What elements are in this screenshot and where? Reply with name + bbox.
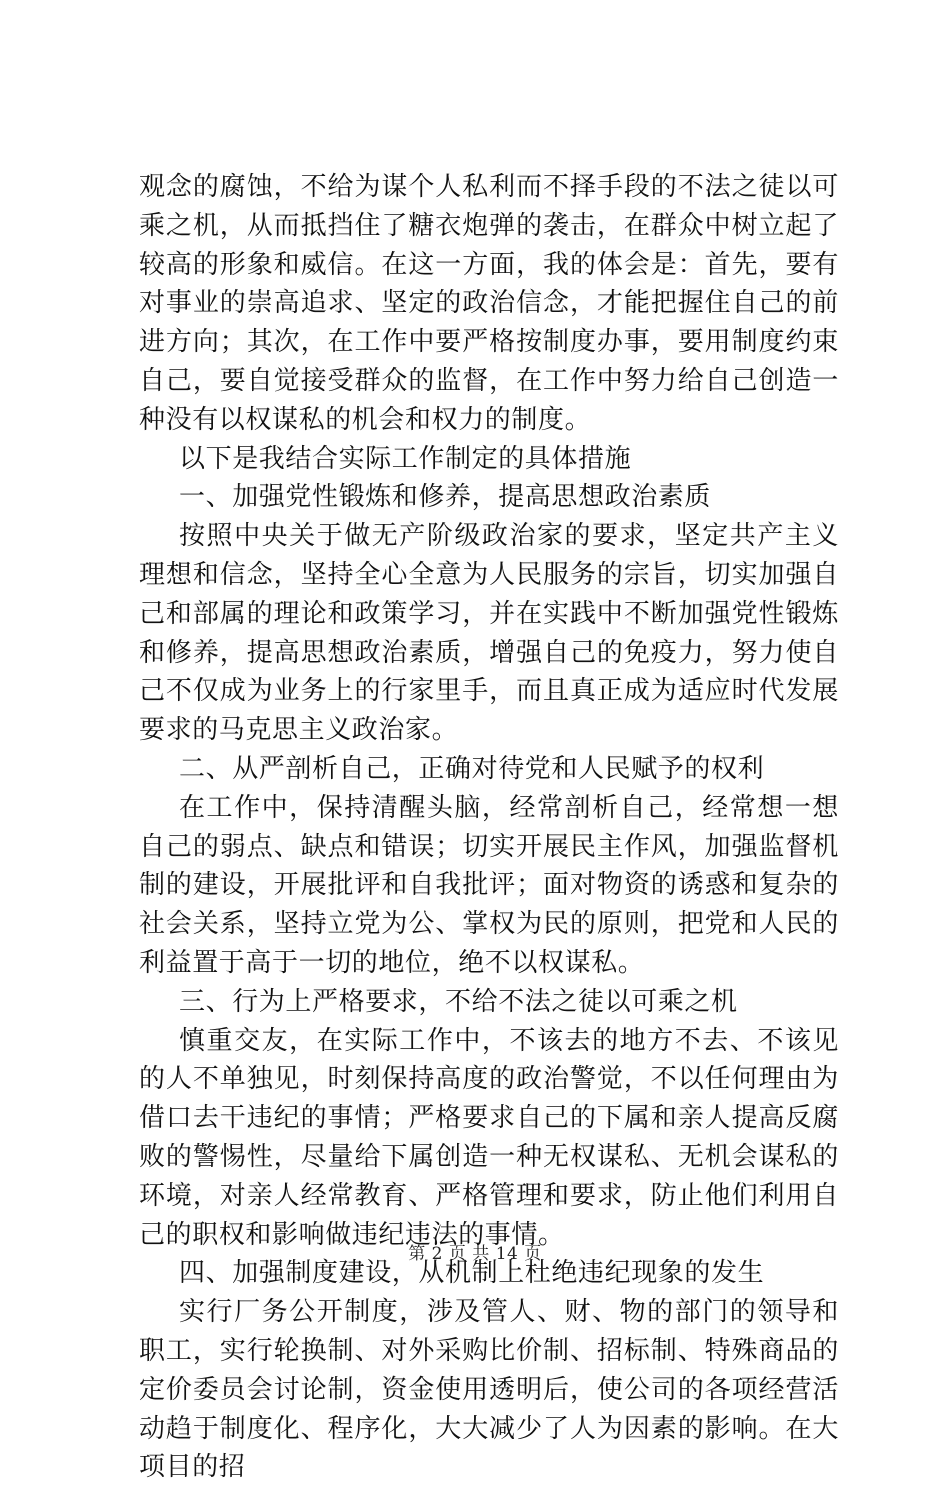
paragraph-section-1: 按照中央关于做无产阶级政治家的要求，坚定共产主义理想和信念，坚持全心全意为人民服务的宗旨，切实加强自己和部属的理论和政策学习，并在实践中不断加强党性锻炼和修养，提高思想政治素质，增强自己的免疫力，努力使自己不仅成为业务上的行家里手，而且真正成为适应时代发展要求的马克思主义政治家。 [139,521,839,746]
section-heading-1: 一、加强党性锻炼和修养，提高思想政治素质 [179,482,712,513]
section-heading-4: 四、加强制度建设，从机制上杜绝违纪现象的发生 [179,1258,765,1289]
document-body [139,168,839,1487]
paragraph-continuation: 观念的腐蚀，不给为谋个人私利而不择手段的不法之徒以可乘之机，从而抵挡住了糖衣炮弹的袭击，在群众中树立起了较高的形象和威信。在这一方面，我的体会是：首先，要有对事业的崇高追求、坚定的政治信念，才能把握住自己的前进方向；其次，在工作中要严格按制度办事，要用制度约束自己，要自觉接受群众的监督，在工作中努力给自己创造一种没有以权谋私的机会和权力的制度。 [139,172,839,435]
page-number-footer: 第 2 页 共 14 页 [408,1244,542,1264]
section-heading-3: 三、行为上严格要求，不给不法之徒以可乘之机 [179,986,738,1017]
section-heading-2: 二、从严剖析自己，正确对待党和人民赋予的权利 [179,753,765,784]
paragraph-section-2: 在工作中，保持清醒头脑，经常剖析自己，经常想一想自己的弱点、缺点和错误；切实开展民主作风，加强监督机制的建设，开展批评和自我批评；面对物资的诱惑和复杂的社会关系，坚持立党为公、掌权为民的原则，把党和人民的利益置于高于一切的地位，绝不以权谋私。 [139,792,839,978]
paragraph-intro-measures: 以下是我结合实际工作制定的具体措施 [179,443,632,474]
paragraph-section-4: 实行厂务公开制度，涉及管人、财、物的部门的领导和职工，实行轮换制、对外采购比价制、招标制、特殊商品的定价委员会讨论制，资金使用透明后，使公司的各项经营活动趋于制度化、程序化，大大减少了人为因素的影响。在大项目的招 [139,1297,839,1483]
paragraph-section-3: 慎重交友，在实际工作中，不该去的地方不去、不该见的人不单独见，时刻保持高度的政治警觉，不以任何理由为借口去干违纪的事情；严格要求自己的下属和亲人提高反腐败的警惕性，尽量给下属创造一种无权谋私、无机会谋私的环境，对亲人经常教育、严格管理和要求，防止他们利用自己的职权和影响做违纪违法的事情。 [139,1025,839,1250]
